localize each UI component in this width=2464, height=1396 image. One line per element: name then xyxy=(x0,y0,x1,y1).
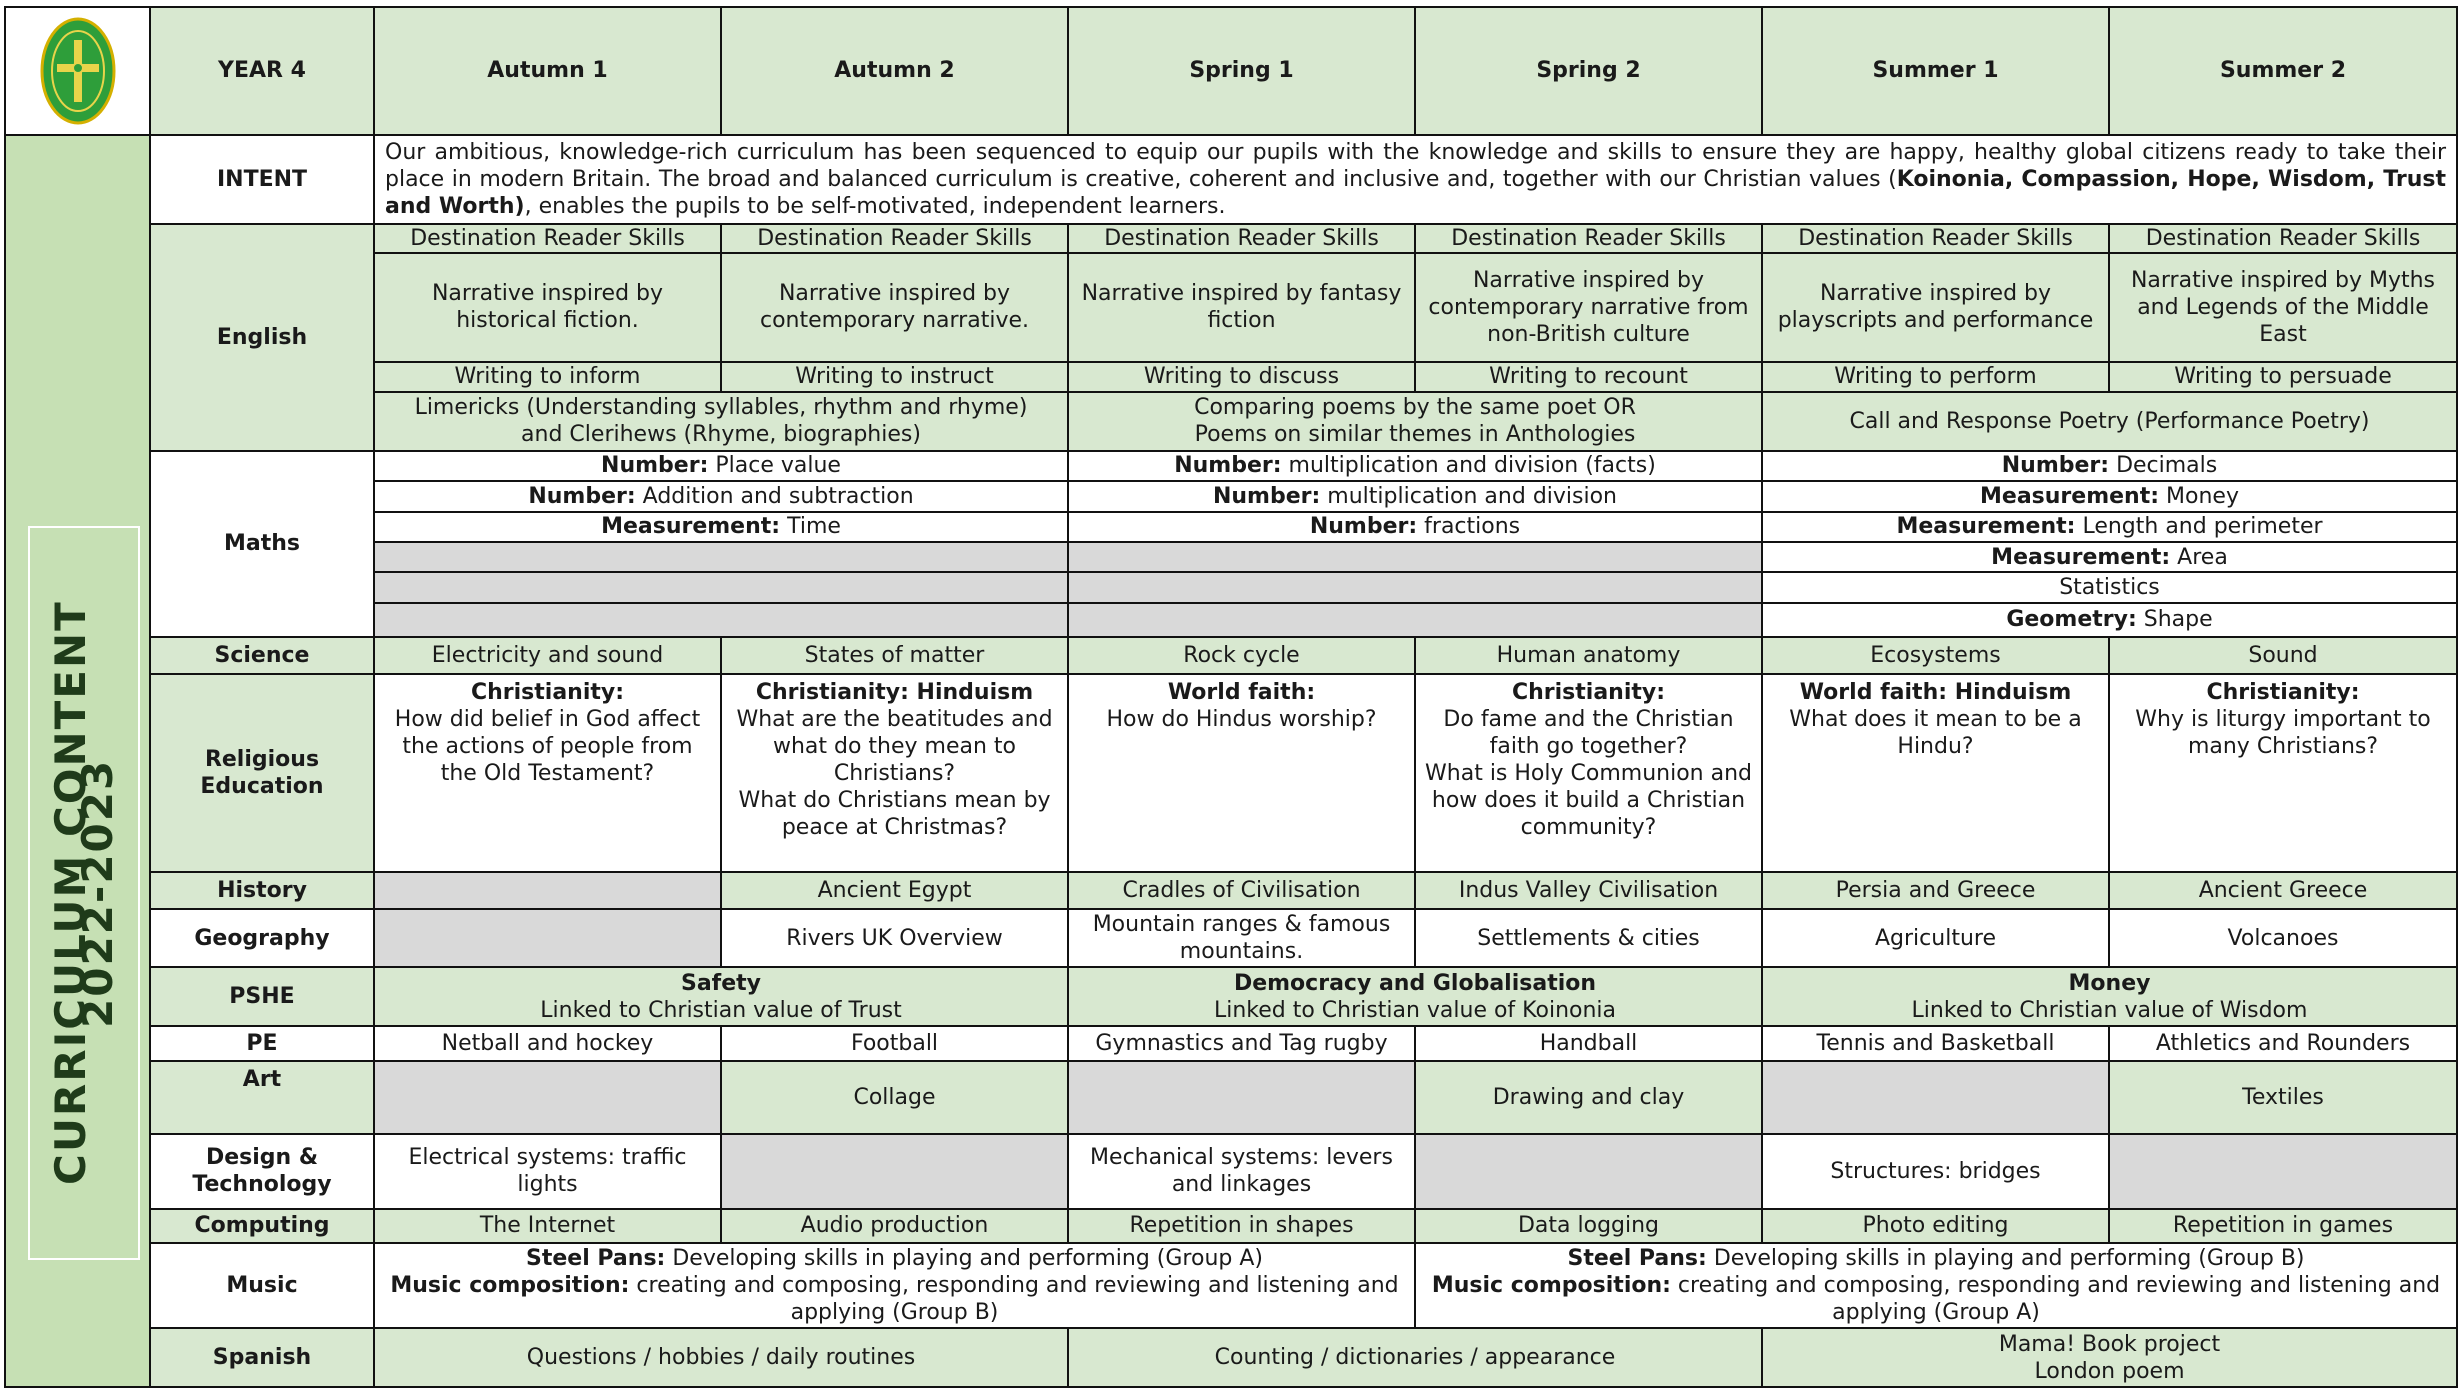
dt-topic: Electrical systems: traffic lights xyxy=(374,1134,721,1209)
maths-empty-cell xyxy=(374,572,1068,602)
english-narrative: Narrative inspired by Myths and Legends of the Middle East xyxy=(2109,253,2457,361)
term-spring-1: Spring 1 xyxy=(1068,7,1415,135)
english-reader: Destination Reader Skills xyxy=(1415,224,1762,253)
english-writing: Writing to inform xyxy=(374,362,721,392)
computing-topic: Repetition in games xyxy=(2109,1209,2457,1243)
term-autumn-1: Autumn 1 xyxy=(374,7,721,135)
english-writing: Writing to discuss xyxy=(1068,362,1415,392)
subject-computing: Computing xyxy=(150,1209,374,1243)
pe-topic: Football xyxy=(721,1026,1068,1060)
maths-spring-unit: Number: multiplication and division (facts) xyxy=(1068,451,1762,481)
music-spring2-summer: Steel Pans: Developing skills in playing and performing (Group B) Music composition: creating and composing, responding and reviewing and listening and applying (Group A) xyxy=(1415,1243,2457,1328)
year-heading: YEAR 4 xyxy=(150,7,374,135)
subject-pe: PE xyxy=(150,1026,374,1060)
pe-topic: Handball xyxy=(1415,1026,1762,1060)
english-narrative: Narrative inspired by historical fiction. xyxy=(374,253,721,361)
re-topic: Christianity: How did belief in God affect the actions of people from the Old Testament? xyxy=(374,674,721,873)
english-writing: Writing to recount xyxy=(1415,362,1762,392)
pshe-autumn: Safety Linked to Christian value of Trust xyxy=(374,967,1068,1026)
curriculum-table xyxy=(4,6,2458,1388)
maths-summer-unit: Measurement: Area xyxy=(1762,542,2457,572)
geography-topic: Settlements & cities xyxy=(1415,909,1762,968)
re-topic: World faith: Hinduism What does it mean to be a Hindu? xyxy=(1762,674,2109,873)
maths-empty-cell xyxy=(1068,572,1762,602)
subject-music: Music xyxy=(150,1243,374,1328)
maths-empty-cell xyxy=(374,542,1068,572)
school-crest xyxy=(5,7,150,135)
sidebar xyxy=(5,135,150,1387)
term-autumn-2: Autumn 2 xyxy=(721,7,1068,135)
term-summer-2: Summer 2 xyxy=(2109,7,2457,135)
science-topic: Electricity and sound xyxy=(374,637,721,673)
intent-statement: Our ambitious, knowledge-rich curriculum has been sequenced to equip our pupils with the knowledge and skills to ensure they are happy, healthy global citizens ready to take their place in modern Britain. The broad and balanced curriculum is creative, coherent and inclusive and, together with our Christian values (Koinonia, Compassion, Hope, Wisdom, Trust and Worth), enables the pupils to be self-motivated, independent learners. xyxy=(374,135,2457,224)
science-topic: Human anatomy xyxy=(1415,637,1762,673)
pe-topic: Athletics and Rounders xyxy=(2109,1026,2457,1060)
maths-spring-unit: Number: fractions xyxy=(1068,512,1762,542)
re-topic: Christianity: Do fame and the Christian faith go together? What is Holy Communion and how does it build a Christian community? xyxy=(1415,674,1762,873)
pshe-spring: Democracy and Globalisation Linked to Christian value of Koinonia xyxy=(1068,967,1762,1026)
art-empty-cell xyxy=(1068,1061,1415,1134)
art-topic: Collage xyxy=(721,1061,1068,1134)
christian-values: Koinonia, Compassion, Hope, Wisdom, Trust and Worth) xyxy=(385,166,2446,219)
art-topic: Drawing and clay xyxy=(1415,1061,1762,1134)
history-topic: Persia and Greece xyxy=(1762,872,2109,908)
spanish-summer: Mama! Book project London poem xyxy=(1762,1328,2457,1387)
crest-icon xyxy=(39,16,117,126)
geography-topic: Volcanoes xyxy=(2109,909,2457,968)
art-topic: Textiles xyxy=(2109,1061,2457,1134)
maths-summer-unit: Geometry: Shape xyxy=(1762,603,2457,637)
subject-spanish: Spanish xyxy=(150,1328,374,1387)
geography-topic: Mountain ranges & famous mountains. xyxy=(1068,909,1415,968)
computing-topic: Data logging xyxy=(1415,1209,1762,1243)
science-topic: States of matter xyxy=(721,637,1068,673)
dt-empty-cell xyxy=(1415,1134,1762,1209)
english-reader: Destination Reader Skills xyxy=(1068,224,1415,253)
history-topic: Ancient Greece xyxy=(2109,872,2457,908)
science-topic: Sound xyxy=(2109,637,2457,673)
maths-empty-cell xyxy=(1068,603,1762,637)
subject-pshe: PSHE xyxy=(150,967,374,1026)
english-reader: Destination Reader Skills xyxy=(721,224,1068,253)
geography-topic: Rivers UK Overview xyxy=(721,909,1068,968)
dt-empty-cell xyxy=(2109,1134,2457,1209)
history-empty-cell xyxy=(374,872,721,908)
science-topic: Ecosystems xyxy=(1762,637,2109,673)
re-topic: Christianity: Why is liturgy important to many Christians? xyxy=(2109,674,2457,873)
english-reader: Destination Reader Skills xyxy=(1762,224,2109,253)
history-topic: Cradles of Civilisation xyxy=(1068,872,1415,908)
sidebar-title: CURRICULUM CONTENT 2022-2023 xyxy=(46,600,122,1186)
computing-topic: Photo editing xyxy=(1762,1209,2109,1243)
english-reader: Destination Reader Skills xyxy=(2109,224,2457,253)
english-writing: Writing to persuade xyxy=(2109,362,2457,392)
subject-intent: INTENT xyxy=(150,135,374,224)
subject-design-technology: Design & Technology xyxy=(150,1134,374,1209)
pshe-summer: Money Linked to Christian value of Wisdom xyxy=(1762,967,2457,1026)
pe-topic: Tennis and Basketball xyxy=(1762,1026,2109,1060)
geography-topic: Agriculture xyxy=(1762,909,2109,968)
subject-geography: Geography xyxy=(150,909,374,968)
maths-summer-unit: Measurement: Length and perimeter xyxy=(1762,512,2457,542)
english-reader: Destination Reader Skills xyxy=(374,224,721,253)
maths-autumn-unit: Measurement: Time xyxy=(374,512,1068,542)
geography-empty-cell xyxy=(374,909,721,968)
spanish-spring: Counting / dictionaries / appearance xyxy=(1068,1328,1762,1387)
maths-summer-unit: Measurement: Money xyxy=(1762,481,2457,511)
re-topic: World faith: How do Hindus worship? xyxy=(1068,674,1415,873)
english-narrative: Narrative inspired by playscripts and performance xyxy=(1762,253,2109,361)
subject-history: History xyxy=(150,872,374,908)
subject-science: Science xyxy=(150,637,374,673)
term-spring-2: Spring 2 xyxy=(1415,7,1762,135)
maths-autumn-unit: Number: Addition and subtraction xyxy=(374,481,1068,511)
subject-religious-education: Religious Education xyxy=(150,674,374,873)
re-topic: Christianity: Hinduism What are the beatitudes and what do they mean to Christians? What do Christians mean by peace at Christmas? xyxy=(721,674,1068,873)
maths-autumn-unit: Number: Place value xyxy=(374,451,1068,481)
pe-topic: Netball and hockey xyxy=(374,1026,721,1060)
subject-english: English xyxy=(150,224,374,451)
dt-empty-cell xyxy=(721,1134,1068,1209)
subject-art: Art xyxy=(150,1061,374,1134)
sidebar-frame xyxy=(28,526,140,1260)
maths-summer-unit: Number: Decimals xyxy=(1762,451,2457,481)
dt-topic: Structures: bridges xyxy=(1762,1134,2109,1209)
computing-topic: The Internet xyxy=(374,1209,721,1243)
english-writing: Writing to instruct xyxy=(721,362,1068,392)
maths-empty-cell xyxy=(1068,542,1762,572)
art-empty-cell xyxy=(374,1061,721,1134)
maths-spring-unit: Number: multiplication and division xyxy=(1068,481,1762,511)
history-topic: Ancient Egypt xyxy=(721,872,1068,908)
computing-topic: Repetition in shapes xyxy=(1068,1209,1415,1243)
pe-topic: Gymnastics and Tag rugby xyxy=(1068,1026,1415,1060)
dt-topic: Mechanical systems: levers and linkages xyxy=(1068,1134,1415,1209)
art-empty-cell xyxy=(1762,1061,2109,1134)
history-topic: Indus Valley Civilisation xyxy=(1415,872,1762,908)
science-topic: Rock cycle xyxy=(1068,637,1415,673)
term-summer-1: Summer 1 xyxy=(1762,7,2109,135)
spanish-autumn: Questions / hobbies / daily routines xyxy=(374,1328,1068,1387)
subject-maths: Maths xyxy=(150,451,374,637)
english-narrative: Narrative inspired by fantasy fiction xyxy=(1068,253,1415,361)
english-writing: Writing to perform xyxy=(1762,362,2109,392)
english-poetry-summer: Call and Response Poetry (Performance Poetry) xyxy=(1762,392,2457,451)
music-autumn-spring1: Steel Pans: Developing skills in playing and performing (Group A) Music composition: creating and composing, responding and reviewing and listening and applying (Group B) xyxy=(374,1243,1415,1328)
english-poetry-spring: Comparing poems by the same poet OR Poems on similar themes in Anthologies xyxy=(1068,392,1762,451)
english-narrative: Narrative inspired by contemporary narrative from non-British culture xyxy=(1415,253,1762,361)
maths-empty-cell xyxy=(374,603,1068,637)
english-poetry-autumn: Limericks (Understanding syllables, rhythm and rhyme) and Clerihews (Rhyme, biographies) xyxy=(374,392,1068,451)
english-narrative: Narrative inspired by contemporary narrative. xyxy=(721,253,1068,361)
maths-summer-unit: Statistics xyxy=(1762,572,2457,602)
computing-topic: Audio production xyxy=(721,1209,1068,1243)
